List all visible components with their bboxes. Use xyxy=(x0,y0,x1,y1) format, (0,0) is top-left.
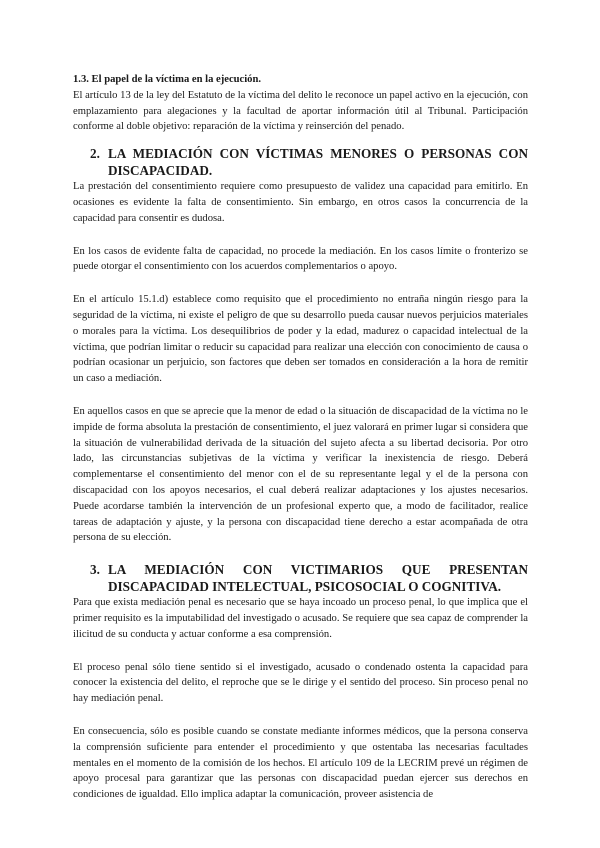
section-2-heading xyxy=(73,146,528,179)
subsection-title: 1.3. El papel de la víctima en la ejecución. xyxy=(73,74,262,85)
section-3-paragraph-3: En consecuencia, sólo es posible cuando se constate mediante informes médicos, que la persona conserva la comprensión suficiente para entender el procedimiento y que ostentaba las necesarias facultades mentales en el momento de la comisión de los hechos. El artículo 109 de la LECRIM prevé un régimen de apoyo procesal para garantizar que las personas con discapacidad puedan ejercer sus derechos en condiciones de igualdad. Ello implica adaptar la comunicación, proveer asistencia de xyxy=(73,725,528,801)
subsection-body: El artículo 13 de la ley del Estatuto de la víctima del delito le reconoce un papel activo en la ejecución, con emplazamiento para alegaciones y la facultad de aportar información útil al Tribunal. Participación conforme al doble objetivo: reparación de la víctima y reinserción del penado. xyxy=(73,89,528,133)
section-2-paragraph-4: En aquellos casos en que se aprecie que la menor de edad o la situación de discapacidad de la víctima no le impide de forma absoluta la prestación de consentimiento, el juez valorará en primer lugar si considera que la situación de vulnerabilidad derivada de la situación del sujeto afecta a su libertad decisoria. Por otro lado, las circunstancias subjetivas de la víctima y verificar la inexistencia de riesgo. Deberá complementarse el consentimiento del menor con el de su representante legal y el de la persona con discapacidad con los apoyos necesarios, el cual deberá realizar adaptaciones y los ajustes necesarios. Puede acordarse también la intervención de un profesional experto que, a modo de facilitador, realice tareas de adaptación y ajuste, y la persona con discapacidad tiene derecho a estar acompañada de otra persona de su elección. xyxy=(73,405,528,544)
section-2-paragraph-3: En el artículo 15.1.d) establece como requisito que el procedimiento no entraña ningún riesgo para la seguridad de la víctima, ni existe el peligro de que su desarrollo pueda causar nuevos perjuicios materiales o morales para la víctima. Los desequilibrios de poder y la edad, madurez o capacidad intelectual de la víctima, que podrían limitar o reducir su capacidad para realizar una elección con conocimiento de causa o podrían ocasionar un perjuicio, son factores que deben ser tomados en consideración a la hora de remitir un caso a mediación. xyxy=(73,294,528,385)
section-2-number: 2. xyxy=(90,146,100,162)
section-3-heading xyxy=(73,562,528,595)
document-page xyxy=(73,72,528,803)
section-3-paragraph-1: Para que exista mediación penal es necesario que se haya incoado un proceso penal, lo que implica que el primer requisito es la imputabilidad del investigado o acusado. Se requiere que sea capaz de comprender la ilicitud de su conducta y actuar conforme a esa comprensión. xyxy=(73,597,528,640)
section-2-paragraph-1: La prestación del consentimiento requiere como presupuesto de validez una capacidad para emitirlo. En ocasiones es evidente la falta de consentimiento. Sin embargo, en otros casos la concurrencia de la capacidad para consentir es dudosa. xyxy=(73,181,528,224)
section-2-title: LA MEDIACIÓN CON VÍCTIMAS MENORES O PERSONAS CON DISCAPACIDAD. xyxy=(108,146,528,178)
section-3-title: LA MEDIACIÓN CON VICTIMARIOS QUE PRESENTAN DISCAPACIDAD INTELECTUAL, PSICOSOCIAL O COGNITIVA. xyxy=(108,562,528,594)
section-3-paragraph-2: El proceso penal sólo tiene sentido si el investigado, acusado o condenado ostenta la capacidad para conocer la existencia del delito, el reproche que se le dirige y el sentido del proceso. Sin proceso penal no hay mediación penal. xyxy=(73,661,528,705)
section-3-number: 3. xyxy=(90,562,100,578)
section-2-paragraph-2: En los casos de evidente falta de capacidad, no procede la mediación. En los casos límite o fronterizo se puede otorgar el consentimiento con los acuerdos complementarios o apoyo. xyxy=(73,245,528,273)
